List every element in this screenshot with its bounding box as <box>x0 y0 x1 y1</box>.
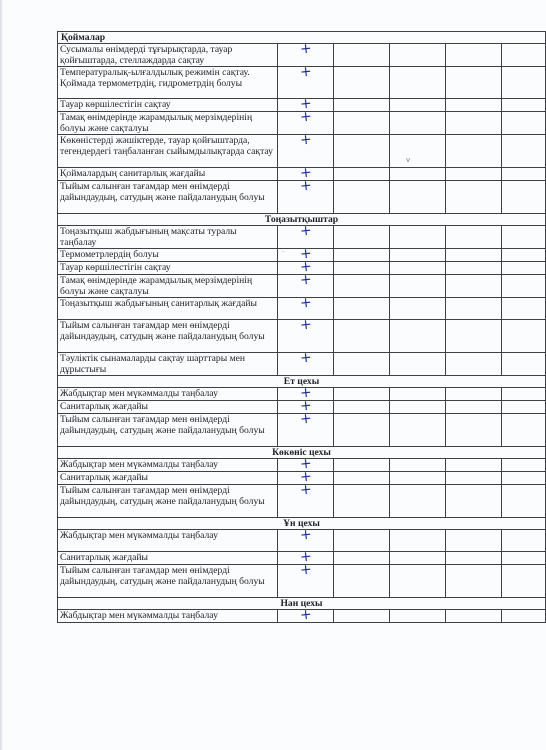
empty-cell <box>445 414 501 447</box>
empty-cell <box>334 353 390 376</box>
requirement-text: Сусымалы өнімдерді тұғырықтарда, тауар қойғыштарда, стеллаждарда сақтау <box>58 44 278 67</box>
requirement-text: Тыйым салынған тағамдар мен өнімдерді дайындаудың, сатудың және пайдаланудың болуы <box>58 485 278 518</box>
empty-cell <box>501 610 545 623</box>
empty-cell <box>501 44 545 67</box>
handwritten-check-mark: + <box>298 397 313 415</box>
checklist-row <box>58 565 546 598</box>
handwritten-check-mark: + <box>298 177 313 195</box>
empty-cell <box>334 401 390 414</box>
empty-cell <box>445 388 501 401</box>
empty-cell <box>501 552 545 565</box>
empty-cell <box>445 401 501 414</box>
requirement-text: Термометрлердің болуы <box>58 249 278 262</box>
handwritten-check-mark: + <box>298 455 313 473</box>
empty-cell <box>334 472 390 485</box>
handwritten-check-mark: + <box>298 95 313 113</box>
empty-cell <box>334 168 390 181</box>
handwritten-check-mark: + <box>298 606 313 624</box>
empty-cell <box>334 565 390 598</box>
handwritten-check-mark: + <box>298 164 313 182</box>
compliance-mark-cell <box>278 410 334 447</box>
section-title-bakery-shop: Нан цехы <box>58 598 546 610</box>
empty-cell <box>501 565 545 598</box>
empty-cell <box>445 530 501 552</box>
empty-cell <box>334 67 390 99</box>
empty-cell <box>445 552 501 565</box>
empty-cell <box>501 530 545 552</box>
compliance-mark-cell <box>278 316 334 353</box>
empty-cell <box>445 44 501 67</box>
stray-pen-dot: · <box>282 248 285 256</box>
handwritten-check-mark: + <box>298 271 313 289</box>
empty-cell <box>390 226 446 249</box>
compliance-mark-cell <box>278 561 334 598</box>
empty-cell <box>445 135 501 168</box>
empty-cell <box>334 298 390 320</box>
section-title-meat-shop: Ет цехы <box>58 376 546 388</box>
handwritten-check-mark: + <box>298 108 313 126</box>
empty-cell <box>501 388 545 401</box>
empty-cell <box>445 226 501 249</box>
handwritten-check-mark: + <box>298 40 313 58</box>
empty-cell <box>501 472 545 485</box>
empty-cell <box>501 485 545 518</box>
inspection-checklist-table <box>57 31 546 623</box>
empty-cell <box>334 135 390 168</box>
handwritten-check-mark: + <box>298 63 313 81</box>
compliance-mark-cell <box>278 177 334 214</box>
empty-cell <box>501 99 545 112</box>
checklist-body <box>58 32 546 623</box>
empty-cell <box>445 249 501 262</box>
empty-cell <box>390 249 446 262</box>
empty-cell <box>501 249 545 262</box>
checklist-row <box>58 135 546 168</box>
handwritten-check-mark: + <box>298 294 313 312</box>
requirement-text: Тауар көршілестігін сақтау <box>58 99 278 112</box>
empty-cell <box>390 401 446 414</box>
empty-cell <box>390 99 446 112</box>
checklist-row <box>58 414 546 447</box>
handwritten-check-mark: + <box>298 561 313 579</box>
empty-cell <box>501 226 545 249</box>
empty-cell <box>445 112 501 135</box>
empty-cell <box>390 552 446 565</box>
empty-cell <box>334 610 390 623</box>
checklist-row <box>58 298 546 320</box>
requirement-text: Тыйым салынған тағамдар мен өнімдерді дайындаудың, сатудың және пайдаланудың болуы <box>58 414 278 447</box>
empty-cell <box>445 610 501 623</box>
handwritten-check-mark: + <box>298 481 313 499</box>
empty-cell <box>390 135 446 168</box>
empty-cell <box>445 320 501 353</box>
compliance-mark-cell <box>278 481 334 518</box>
section-title-refrigerators: Тоңазытқыштар <box>58 214 546 226</box>
empty-cell <box>334 459 390 472</box>
empty-cell <box>390 275 446 298</box>
checklist-row <box>58 44 546 67</box>
empty-cell <box>501 320 545 353</box>
compliance-mark-cell <box>278 606 334 624</box>
empty-cell <box>334 320 390 353</box>
handwritten-check-mark: + <box>298 349 313 367</box>
requirement-text: Температуралық-ылғалдылық режимін сақтау. Қоймада термометрдің, гидрометрдің болуы <box>58 67 278 99</box>
handwritten-check-mark: + <box>298 548 313 566</box>
checklist-row <box>58 181 546 214</box>
empty-cell <box>501 181 545 214</box>
compliance-mark-cell <box>278 349 334 376</box>
empty-cell <box>445 459 501 472</box>
empty-cell <box>334 530 390 552</box>
checklist-row <box>58 530 546 552</box>
empty-cell <box>445 353 501 376</box>
empty-cell <box>334 388 390 401</box>
requirement-text: Тауар көршілестігін сақтау <box>58 262 278 275</box>
requirement-text: Санитарлық жағдайы <box>58 472 278 485</box>
empty-cell <box>501 298 545 320</box>
empty-cell <box>334 485 390 518</box>
empty-cell <box>390 472 446 485</box>
empty-cell <box>445 99 501 112</box>
checklist-row <box>58 67 546 99</box>
empty-cell <box>334 414 390 447</box>
section-title-warehouses: Қоймалар <box>58 32 546 44</box>
empty-cell <box>390 565 446 598</box>
handwritten-check-mark: + <box>298 384 313 402</box>
handwritten-check-mark: + <box>298 316 313 334</box>
empty-cell <box>334 99 390 112</box>
empty-cell <box>390 181 446 214</box>
handwritten-check-mark: + <box>298 526 313 544</box>
empty-cell <box>445 298 501 320</box>
empty-cell <box>334 249 390 262</box>
empty-cell <box>445 565 501 598</box>
empty-cell <box>445 168 501 181</box>
requirement-text: Тоңазытқыш жабдығының мақсаты туралы таңбалау <box>58 226 278 249</box>
empty-cell <box>390 353 446 376</box>
empty-cell <box>501 353 545 376</box>
empty-cell <box>390 112 446 135</box>
stray-pen-dot: v <box>406 156 411 164</box>
requirement-text: Санитарлық жағдайы <box>58 401 278 414</box>
checklist-row <box>58 353 546 376</box>
empty-cell <box>390 388 446 401</box>
checklist-row <box>58 226 546 249</box>
empty-cell <box>390 610 446 623</box>
section-title-flour-shop: Ұн цехы <box>58 518 546 530</box>
empty-cell <box>390 168 446 181</box>
requirement-text: Қоймалардың санитарлық жағдайы <box>58 168 278 181</box>
requirement-text: Санитарлық жағдайы <box>58 552 278 565</box>
checklist-row <box>58 320 546 353</box>
empty-cell <box>334 275 390 298</box>
handwritten-check-mark: + <box>298 222 313 240</box>
handwritten-check-mark: + <box>298 131 313 149</box>
compliance-mark-cell <box>278 131 334 168</box>
empty-cell <box>390 530 446 552</box>
compliance-mark-cell <box>278 63 334 99</box>
empty-cell <box>445 67 501 99</box>
empty-cell <box>390 320 446 353</box>
empty-cell <box>501 275 545 298</box>
empty-cell <box>445 181 501 214</box>
empty-cell <box>334 112 390 135</box>
empty-cell <box>501 414 545 447</box>
requirement-text: Тыйым салынған тағамдар мен өнімдерді дайындаудың, сатудың және пайдаланудың болуы <box>58 320 278 353</box>
requirement-text: Жабдықтар мен мүкәммалды таңбалау <box>58 530 278 552</box>
handwritten-check-mark: + <box>298 258 313 276</box>
empty-cell <box>334 181 390 214</box>
empty-cell <box>390 44 446 67</box>
empty-cell <box>445 262 501 275</box>
empty-cell <box>501 67 545 99</box>
empty-cell <box>390 67 446 99</box>
empty-cell <box>445 472 501 485</box>
section-title-vegetable-shop: Көкөніс цехы <box>58 447 546 459</box>
requirement-text: Тыйым салынған тағамдар мен өнімдерді дайындаудың, сатудың және пайдаланудың болуы <box>58 181 278 214</box>
empty-cell <box>334 226 390 249</box>
empty-cell <box>390 298 446 320</box>
empty-cell <box>334 552 390 565</box>
empty-cell <box>501 112 545 135</box>
empty-cell <box>501 168 545 181</box>
requirement-text: Жабдықтар мен мүкәммалды таңбалау <box>58 610 278 623</box>
empty-cell <box>501 135 545 168</box>
requirement-text: Тәуліктік сынамаларды сақтау шарттары мен дұрыстығы <box>58 353 278 376</box>
empty-cell <box>390 262 446 275</box>
checklist-row <box>58 610 546 623</box>
handwritten-check-mark: + <box>298 468 313 486</box>
requirement-text: Жабдықтар мен мүкәммалды таңбалау <box>58 388 278 401</box>
checklist-row <box>58 485 546 518</box>
requirement-text: Жабдықтар мен мүкәммалды таңбалау <box>58 459 278 472</box>
empty-cell <box>445 485 501 518</box>
handwritten-check-mark: + <box>298 410 313 428</box>
requirement-text: Тамақ өнімдерінде жарамдылық мерзімдерінің болуы және сақталуы <box>58 275 278 298</box>
empty-cell <box>501 401 545 414</box>
empty-cell <box>334 44 390 67</box>
empty-cell <box>390 485 446 518</box>
requirement-text: Тамақ өнімдерінде жарамдылық мерзімдерінің болуы және сақталуы <box>58 112 278 135</box>
empty-cell <box>445 275 501 298</box>
requirement-text: Көкөністерді жәшіктерде, тауар қойғыштарда, тегендердегі таңбаланған сыйымдылықтарда сақтау <box>58 135 278 168</box>
checklist-row <box>58 275 546 298</box>
empty-cell <box>390 459 446 472</box>
empty-cell <box>334 262 390 275</box>
handwritten-check-mark: + <box>298 245 313 263</box>
empty-cell <box>501 262 545 275</box>
empty-cell <box>501 459 545 472</box>
empty-cell <box>390 414 446 447</box>
checklist-row <box>58 112 546 135</box>
requirement-text: Тыйым салынған тағамдар мен өнімдерді дайындаудың, сатудың және пайдаланудың болуы <box>58 565 278 598</box>
requirement-text: Тоңазытқыш жабдығының санитарлық жағдайы <box>58 298 278 320</box>
